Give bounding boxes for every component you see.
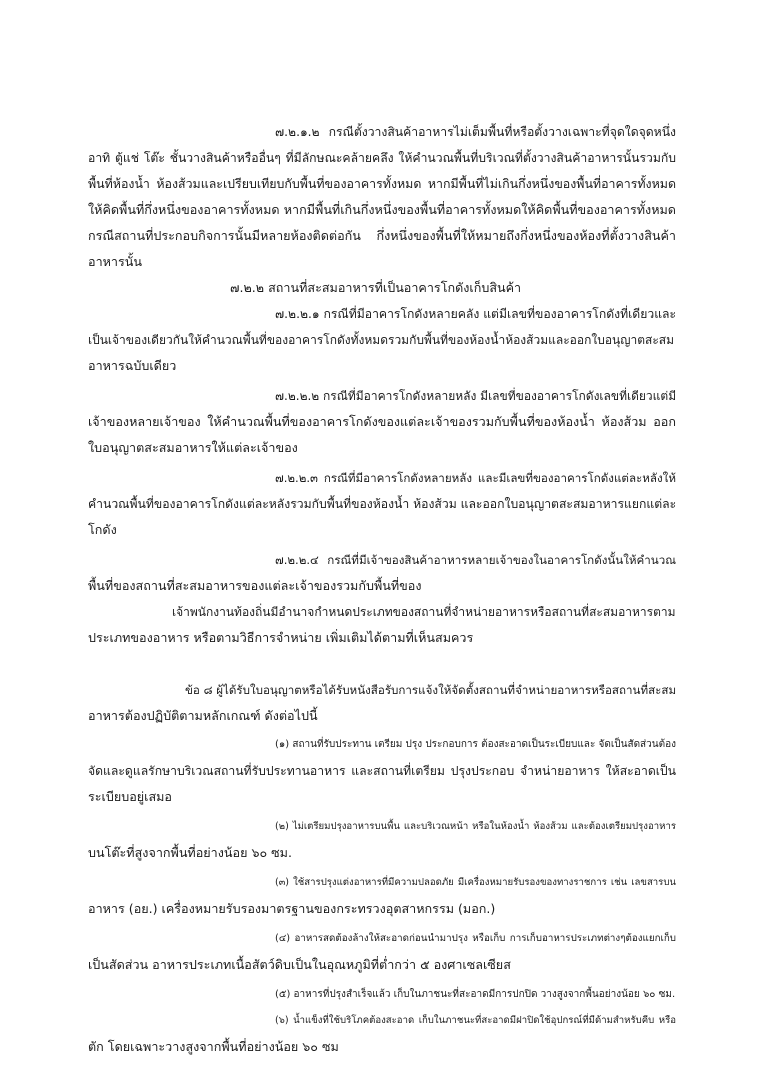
text-line: อาหารต้องปฏิบัติตามหลักเกณฑ์ ดังต่อไปนี้ bbox=[88, 708, 318, 723]
text-line: ๗.๒.๒.๓ กรณีที่มีอาคารโกดังหลายหลัง และมีเลขที่ของอาคารโกดังแต่ละหลังให้ bbox=[275, 471, 676, 485]
clause-heading: ข้อ ๘ ผู้ได้รับใบอนุญาตหรือได้รับหนังสือรับการแจ้งให้จัดตั้งสถานที่จำหน่ายอาหารหรือสถานที่สะสม bbox=[185, 683, 677, 697]
text-line: โกดัง bbox=[88, 522, 117, 537]
text-line: เป็นสัดส่วน อาหารประเภทเนื้อสัตว์ดิบเป็นในอุณหภูมิที่ต่ำกว่า ๕ องศาเซลเซียส bbox=[88, 957, 511, 972]
list-item: (๓) ใช้สารปรุงแต่งอาหารที่มีความปลอดภัย มีเครื่องหมายรับรองของทางราชการ เช่น เลขสารบน bbox=[275, 877, 676, 888]
text-line: ๗.๒.๒.๒ กรณีที่มีอาคารโกดังหลายหลัง มีเลขที่ของอาคารโกดังเลขที่เดียวแต่มี bbox=[275, 389, 677, 403]
text-line: ระเบียบอยู่เสมอ bbox=[88, 789, 172, 804]
text-line: ให้คิดพื้นที่กึ่งหนึ่งของอาคารทั้งหมด หากมีพื้นที่เกินกึ่งหนึ่งของพื้นที่อาคารทั้งหมดให้คิดพื้นที่ของอาคารทั้งหมด bbox=[88, 202, 676, 217]
text-line: กรณีสถานที่ประกอบกิจการนั้นมีหลายห้องติดต่อกัน กึ่งหนึ่งของพื้นที่ให้หมายถึงกึ่งหนึ่งของห้องที่ตั้งวางสินค้า bbox=[88, 228, 676, 243]
text-line: เป็นเจ้าของเดียวกันให้คำนวณพื้นที่ของอาคารโกดังทั้งหมดรวมกับพื้นที่ของห้องน้ำห้องส้วมและออกใบอนุญาตสะสม bbox=[88, 333, 674, 347]
text-line: เจ้าพนักงานท้องถิ่นมีอำนาจกำหนดประเภทของสถานที่จำหน่ายอาหารหรือสถานที่สะสมอาหารตาม bbox=[172, 605, 676, 619]
list-item: (๒) ไม่เตรียมปรุงอาหารบนพื้น และบริเวณหน้า หรือในห้องน้ำ ห้องส้วม และต้องเตรียมปรุงอาหาร bbox=[275, 821, 676, 832]
list-item: (๕) อาหารที่ปรุงสำเร็จแล้ว เก็บในภาชนะที่สะอาดมีการปกปิด วางสูงจากพื้นอย่างน้อย ๖๐ ซม. bbox=[275, 989, 676, 1000]
text-line: ประเภทของอาหาร หรือตามวิธีการจำหน่าย เพิ่มเติมได้ตามที่เห็นสมควร bbox=[88, 630, 474, 645]
text-line: อาทิ ตู้แช่ โต๊ะ ชั้นวางสินค้าหรืออื่นๆ ที่มีลักษณะคล้ายคลึง ให้คำนวณพื้นที่บริเวณที่ตั้งวางสินค้าอาหารนั้นรวมกับ bbox=[88, 151, 676, 165]
text-line: เจ้าของหลายเจ้าของ ให้คำนวณพื้นที่ของอาคารโกดังของแต่ละเจ้าของรวมกับพื้นที่ของห้องน้ำ ห้องส้วม ออก bbox=[88, 414, 676, 429]
text-line: ๗.๒.๒.๔ กรณีที่มีเจ้าของสินค้าอาหารหลายเจ้าของในอาคารโกดังนั้นให้คำนวณ bbox=[275, 553, 676, 567]
section-heading: ๗.๒.๒ สถานที่สะสมอาหารที่เป็นอาคารโกดังเก็บสินค้า bbox=[230, 280, 522, 295]
text-line: พื้นที่ของสถานที่สะสมอาหารของแต่ละเจ้าของรวมกับพื้นที่ของ bbox=[88, 578, 422, 593]
text-line: อาหารฉบับเดียว bbox=[88, 358, 177, 373]
text-line: จัดและดูแลรักษาบริเวณสถานที่รับประทานอาหาร และสถานที่เตรียม ปรุงประกอบ จำหน่ายอาหาร ให้สะอาดเป็น bbox=[88, 764, 676, 778]
list-item: (๔) อาหารสดต้องล้างให้สะอาดก่อนนำมาปรุง หรือเก็บ การเก็บอาหารประเภทต่างๆต้องแยกเก็บ bbox=[275, 933, 676, 944]
text-line: คำนวณพื้นที่ของอาคารโกดังแต่ละหลังรวมกับพื้นที่ของห้องน้ำ ห้องส้วม และออกใบอนุญาตสะสมอาหารแยกแต่ละ bbox=[88, 497, 677, 511]
text-line: บนโต๊ะที่สูงจากพื้นที่อย่างน้อย ๖๐ ซม. bbox=[88, 845, 292, 860]
text-line: อาหารนั้น bbox=[88, 254, 142, 269]
text-line: ตัก โดยเฉพาะวางสูงจากพื้นที่อย่างน้อย ๖๐ ซม bbox=[88, 1039, 339, 1054]
list-item: (๑) สถานที่รับประทาน เตรียม ปรุง ประกอบการ ต้องสะอาดเป็นระเบียบและ จัดเป็นสัดส่วนต้อง bbox=[275, 739, 676, 750]
list-item: (๖) น้ำแข็งที่ใช้บริโภคต้องสะอาด เก็บในภาชนะที่สะอาดมีฝาปิดใช้อุปกรณ์ที่มีด้ามสำหรับคีบ หรือ bbox=[275, 1015, 676, 1026]
text-line: พื้นที่ห้องน้ำ ห้องส้วมและเปรียบเทียบกับพื้นที่ของอาคารทั้งหมด หากมีพื้นที่ไม่เกินกึ่งหนึ่งของพื้นที่อาคารทั้งหมด bbox=[88, 176, 676, 191]
text-line: อาหาร (อย.) เครื่องหมายรับรองมาตรฐานของกระทรวงอุตสาหกรรม (มอก.) bbox=[88, 901, 496, 916]
text-line: ๗.๒.๑.๒ กรณีตั้งวางสินค้าอาหารไม่เต็มพื้นที่หรือตั้งวางเฉพาะที่จุดใดจุดหนึ่ง bbox=[275, 125, 676, 139]
text-line: ๗.๒.๒.๑ กรณีที่มีอาคารโกดังหลายคลัง แต่มีเลขที่ของอาคารโกดังที่เดียวและ bbox=[275, 307, 677, 321]
text-line: ใบอนุญาตสะสมอาหารให้แต่ละเจ้าของ bbox=[88, 440, 298, 455]
